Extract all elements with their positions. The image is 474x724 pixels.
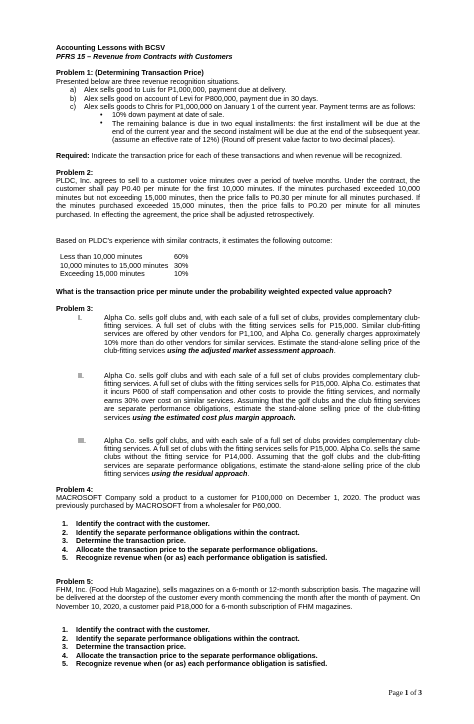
step-number: 2. <box>62 633 68 643</box>
p1-item-a-label: a) <box>70 85 77 94</box>
step-number: 4. <box>62 544 68 554</box>
p1-item-b-text: Alex sells good on account of Levi for P800,000, payment due in 30 days. <box>84 93 319 103</box>
p3-item-label: II. <box>78 371 84 380</box>
p3-item-2-text: Alpha Co. sells golf clubs and with each sale of a full set of clubs provides complementary club-fitting services. A full set of clubs with the fitting services sells for P15,000. Alpha Co. estimates that it incurs P600 of staff compensation and other costs to provide the fitting services, and normally earns 30% over cost on similar services. Assuming that the golf clubs and the club fitting services are separate performance obligations, estimate the stand-alone selling price of the club-fitting services using the estimated cost plus margin approach. <box>104 370 420 422</box>
problem-2-body: PLDC, Inc. agrees to sell to a customer voice minutes over a period of twelve months. Under the contract, the customer shall pay P0.40 per minute for the first 10,000 minutes. If the minutes purchased exceeded 10,000 minutes but not exceeding 15,000 minutes, then the price falls to P0.30 per minute for all minutes purchased. If the minutes purchased exceeded 15,000 minutes, then the price falls to P0.20 per minute for all minutes purchased. In effecting the agreement, the price shall be adjusted retrospectively. <box>56 176 420 219</box>
outcome-row-value: 10% <box>174 269 189 278</box>
p1-item-c-text: Alex sells goods to Chris for P1,000,000 on January 1 of the current year. Payment terms are as follows: <box>84 102 416 111</box>
step-number: 1. <box>62 519 68 528</box>
problem-5-body: FHM, Inc. (Food Hub Magazine), sells magazines on a 6-month or 12-month subscription basis. The magazine will be delivered at the doorstep of the customer every month commencing the month after the month of payment. On November 10, 2020, a customer paid P18,000 for a 6-month subscription of FHM magazines. <box>56 585 420 611</box>
document-title: Accounting Lessons with BCSV <box>56 43 166 52</box>
outcome-row-label: Less than 10,000 minutes <box>60 252 143 261</box>
p1-item-b-label: b) <box>70 93 77 103</box>
p3-item-2-approach: using the estimated cost plus margin approach. <box>132 412 296 422</box>
p5-step-1: Identify the contract with the customer. <box>76 625 210 634</box>
problem-2-based: Based on PLDC's experience with similar contracts, it estimates the following outcome: <box>56 236 333 245</box>
step-number: 3. <box>62 642 68 651</box>
p1-item-a-text: Alex sells good to Luis for P1,000,000, payment due at delivery. <box>84 85 287 94</box>
outcome-row-label: 10,000 minutes to 15,000 minutes <box>60 260 169 270</box>
step-number: 1. <box>62 625 68 634</box>
p4-step-3: Determine the transaction price. <box>76 536 186 545</box>
p1-bullet-1: 10% down payment at date of sale. <box>112 110 225 119</box>
p5-step-5: Recognize revenue when (or as) each performance obligation is satisfied. <box>76 659 328 668</box>
document-subtitle: PFRS 15 – Revenue from Contracts with Customers <box>56 51 233 61</box>
problem-1-intro: Presented below are three revenue recognition situations. <box>56 76 240 86</box>
p5-step-2: Identify the separate performance obligations within the contract. <box>76 633 300 643</box>
p3-item-1-text: Alpha Co. sells golf clubs and, with each sale of a full set of clubs, provides complementary club-fitting services. A full set of clubs with the fitting services sells for P15,000. Similar club-fitting services are offered by other vendors for P1,100, and Alpha Co. generally charges approximately 10% more than do other vendors for similar services. Estimate the stand-alone selling price of the club-fitting services using the adjusted market assessment approach. <box>104 312 420 356</box>
p5-step-4: Allocate the transaction price to the separate performance obligations. <box>76 650 318 660</box>
problem-4-heading: Problem 4: <box>56 485 94 494</box>
problem-1-heading: Problem 1: (Determining Transaction Price) <box>56 68 204 77</box>
p4-step-5: Recognize revenue when (or as) each performance obligation is satisfied. <box>76 553 328 562</box>
outcome-row-value: 30% <box>174 260 189 270</box>
p1-item-c-label: c) <box>70 102 76 111</box>
p4-step-4: Allocate the transaction price to the separate performance obligations. <box>76 544 318 554</box>
step-number: 3. <box>62 536 68 545</box>
problem-3-heading: Problem 3: <box>56 304 94 313</box>
required-text: Indicate the transaction price for each of these transactions and when revenue will be recognized. <box>89 151 402 160</box>
step-number: 2. <box>62 527 68 537</box>
p3-item-1-approach: using the adjusted market assessment approach <box>167 346 334 356</box>
step-number: 5. <box>62 553 68 562</box>
problem-4-body: MACROSOFT Company sold a product to a customer for P100,000 on December 1, 2020. The product was previously purchased by MACROSOFT from a wholesaler for P60,000. <box>56 493 420 511</box>
page-number: Page 1 of 3 <box>388 688 422 697</box>
p4-step-1: Identify the contract with the customer. <box>76 519 210 528</box>
p4-step-2: Identify the separate performance obligations within the contract. <box>76 527 300 537</box>
p1-bullet-2: The remaining balance is due in two equal installments: the first installment will be due at the end of the current year and the second instalment will be due at the end of the subsequent year. (assume an effective rate of 12%) (Round off present value factor to two decimal places). <box>112 118 420 145</box>
p3-item-3-text: Alpha Co. sells golf clubs, and with each sale of a full set of clubs provides complementary club-fitting services. A full set of clubs with the fitting services sells for P15,000. Alpha Co. sells the same clubs without the fitting service for P14,000. Assuming that the golf clubs and the club-fitting services are separate performance obligations, estimate the stand-alone selling price of the club fitting services using the residual approach. <box>104 435 420 479</box>
p3-item-3-approach: using the residual approach <box>151 469 248 479</box>
problem-5-heading: Problem 5: <box>56 577 94 586</box>
p1-required <box>56 152 402 160</box>
step-number: 5. <box>62 659 68 668</box>
outcome-row-value: 60% <box>174 252 189 261</box>
required-label: Required: <box>56 151 90 160</box>
bullet-dot: • <box>100 111 103 119</box>
step-number: 4. <box>62 650 68 660</box>
p3-item-label: I. <box>78 313 82 322</box>
problem-2-heading: Problem 2: <box>56 168 94 177</box>
problem-2-question: What is the transaction price per minute under the probability weighted expected value approach? <box>56 287 392 296</box>
p3-item-label: III. <box>78 436 86 445</box>
outcome-row-label: Exceeding 15,000 minutes <box>60 269 145 278</box>
p5-step-3: Determine the transaction price. <box>76 642 186 651</box>
bullet-dot: • <box>100 120 103 127</box>
